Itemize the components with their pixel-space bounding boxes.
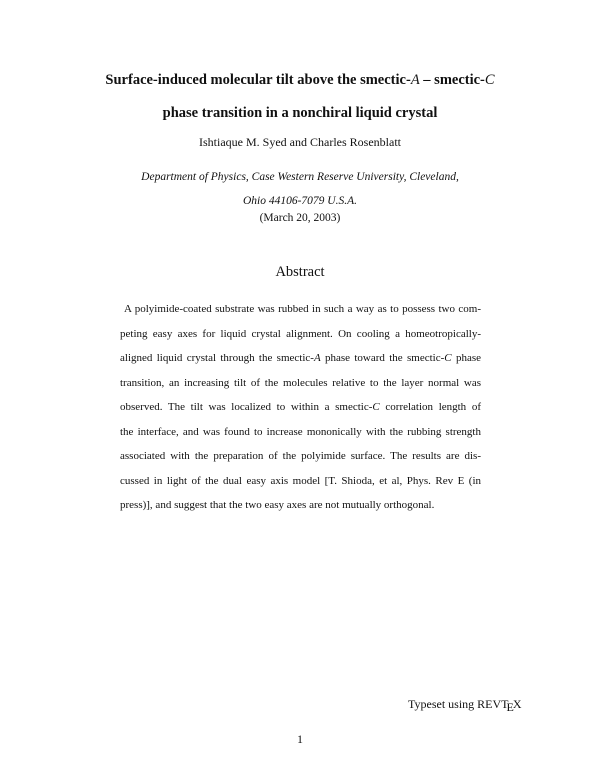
- abstract-line: cussed in light of the dual easy axis model [T. Shioda, et al, Phys. Rev E (in: [120, 474, 481, 487]
- abstract-line: [120, 395, 481, 420]
- affiliation-line-2: Ohio 44106-7079 U.S.A.: [242, 195, 358, 207]
- authors: Ishtiaque M. Syed and Charles Rosenblatt: [199, 135, 401, 149]
- title-text-mid: – smectic-: [419, 72, 485, 88]
- typeset-tex-e: E: [506, 700, 514, 714]
- title-text: Surface-induced molecular tilt above the smectic-: [105, 72, 411, 88]
- abstract-body: [120, 297, 481, 518]
- title-line-1: [40, 64, 560, 97]
- title-var-c: C: [484, 72, 495, 88]
- abstract-line: [120, 346, 481, 371]
- typeset-text: Typeset using REVT: [408, 697, 509, 711]
- abstract-var: C: [372, 401, 380, 413]
- abstract-text: phase: [451, 352, 481, 364]
- abstract-line: the interface, and was found to increase mononically with the rubbing strength: [120, 425, 481, 438]
- paper-title: [40, 64, 560, 130]
- typeset-tex-x: X: [512, 697, 522, 711]
- title-var-a: A: [410, 72, 420, 88]
- page-number: 1: [297, 732, 303, 746]
- abstract-text: observed. The tilt was localized to within a smectic-: [120, 401, 373, 413]
- title-line-2: phase transition in a nonchiral liquid crystal: [162, 105, 438, 121]
- affiliation-line-1: Department of Physics, Case Western Reserve University, Cleveland,: [141, 171, 459, 183]
- abstract-line: peting easy axes for liquid crystal alignment. On cooling a homeotropically-: [120, 327, 481, 340]
- abstract-text: aligned liquid crystal through the smectic-: [120, 352, 314, 364]
- abstract-line: associated with the preparation of the polyimide surface. The results are dis-: [120, 450, 481, 462]
- affiliation: [0, 165, 600, 213]
- abstract-text: correlation length of: [379, 401, 481, 413]
- abstract-var: A: [313, 352, 321, 364]
- abstract-heading: Abstract: [275, 264, 325, 280]
- abstract-var: C: [444, 352, 452, 364]
- abstract-line: press)], and suggest that the two easy axes are not mutually orthogonal.: [120, 499, 435, 511]
- date: (March 20, 2003): [259, 212, 341, 224]
- abstract-line: transition, an increasing tilt of the molecules relative to the layer normal was: [120, 376, 481, 389]
- typeset-note: [408, 697, 522, 712]
- abstract-line: A polyimide-coated substrate was rubbed in such a way as to possess two com-: [124, 303, 481, 315]
- abstract-text: phase toward the smectic-: [320, 352, 445, 364]
